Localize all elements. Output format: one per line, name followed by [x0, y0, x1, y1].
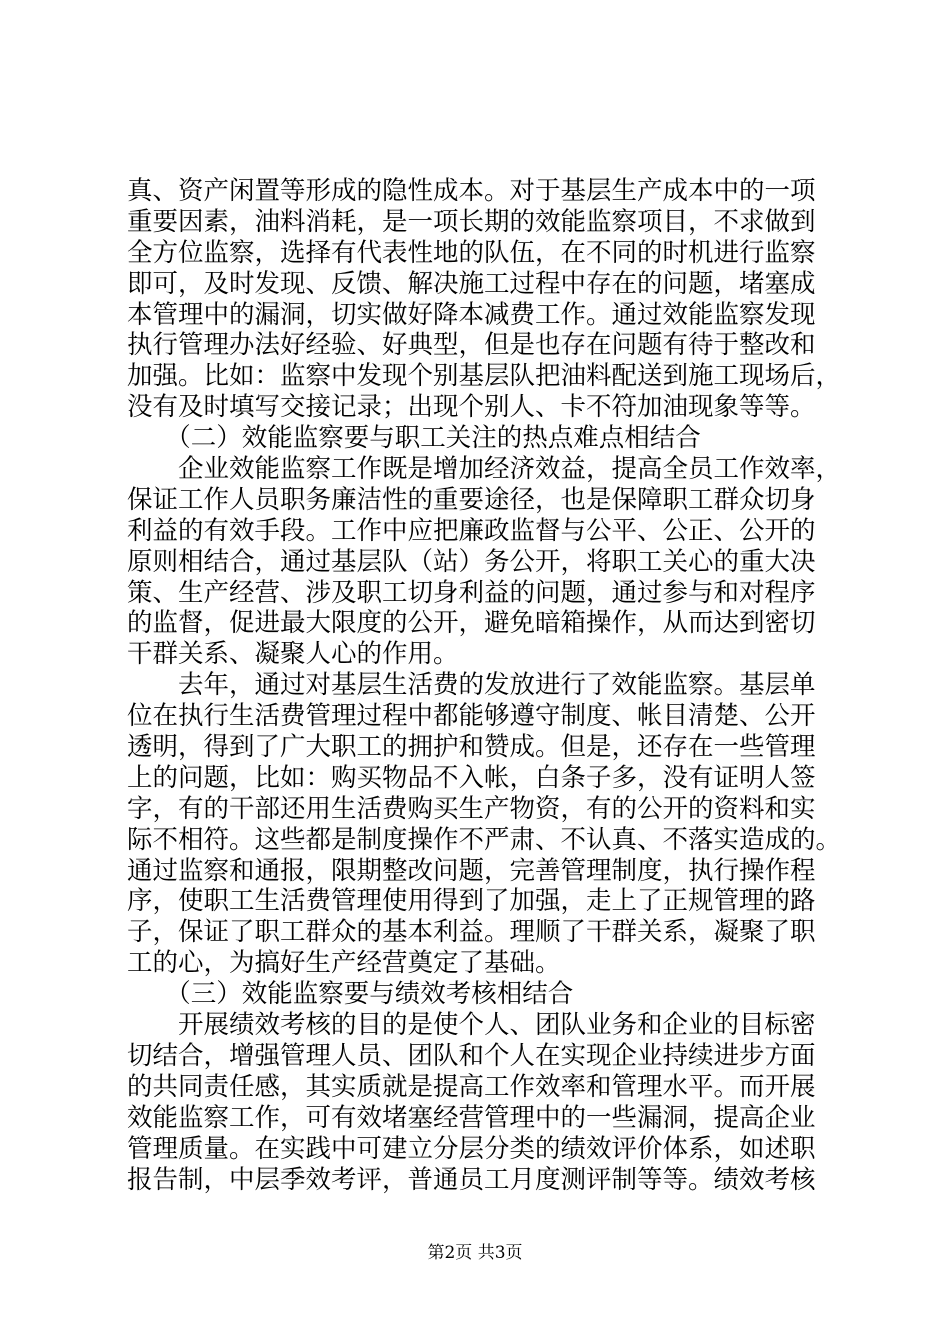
text-line: 没有及时填写交接记录；出现个别人、卡不符加油现象等等。 [127, 392, 816, 423]
text-line: 切结合，增强管理人员、团队和个人在实现企业持续进步方面 [127, 1040, 816, 1071]
text-line: 工的心，为搞好生产经营奠定了基础。 [127, 948, 561, 979]
text-line: 效能监察工作，可有效堵塞经营管理中的一些漏洞，提高企业 [127, 1102, 816, 1133]
text-line: 即可，及时发现、反馈、解决施工过程中存在的问题，堵塞成 [127, 268, 816, 299]
text-line: 干群关系、凝聚人心的作用。 [127, 639, 459, 670]
text-line: 执行管理办法好经验、好典型，但是也存在问题有待于整改和 [127, 330, 816, 361]
text-line: 报告制，中层季效考评，普通员工月度测评制等等。绩效考核 [127, 1164, 816, 1195]
text-line: 管理质量。在实践中可建立分层分类的绩效评价体系，如述职 [127, 1133, 816, 1164]
text-line: 加强。比如：监察中发现个别基层队把油料配送到施工现场后， [127, 361, 842, 392]
text-line: 全方位监察，选择有代表性地的队伍，在不同的时机进行监察 [127, 237, 816, 268]
page-footer [0, 1243, 950, 1263]
text-line: 真、资产闲置等形成的隐性成本。对于基层生产成本中的一项 [127, 176, 816, 206]
text-line: 透明，得到了广大职工的拥护和赞成。但是，还存在一些管理 [127, 732, 816, 763]
text-line: 上的问题，比如：购买物品不入帐，白条子多，没有证明人签 [127, 762, 816, 793]
text-line: 企业效能监察工作既是增加经济效益，提高全员工作效率， [127, 454, 842, 485]
page-number: 第2页 共3页 [427, 1243, 523, 1263]
text-line: 字，有的干部还用生活费购买生产物资，有的公开的资料和实 [127, 793, 816, 824]
text-line: 序，使职工生活费管理使用得到了加强，走上了正规管理的路 [127, 886, 816, 917]
text-line: 策、生产经营、涉及职工切身利益的问题，通过参与和对程序 [127, 577, 816, 608]
text-line: 利益的有效手段。工作中应把廉政监督与公平、公正、公开的 [127, 515, 816, 546]
text-line: 保证工作人员职务廉洁性的重要途径，也是保障职工群众切身 [127, 484, 816, 515]
text-line: 通过监察和通报，限期整改问题，完善管理制度，执行操作程 [127, 855, 816, 886]
text-line: 重要因素，油料消耗，是一项长期的效能监察项目，不求做到 [127, 206, 816, 237]
text-line: 际不相符。这些都是制度操作不严肃、不认真、不落实造成的。 [127, 824, 842, 855]
text-line: 去年，通过对基层生活费的发放进行了效能监察。基层单 [127, 670, 816, 701]
section-heading: （二）效能监察要与职工关注的热点难点相结合 [127, 423, 701, 454]
section-heading: （三）效能监察要与绩效考核相结合 [127, 979, 574, 1010]
text-line: 位在执行生活费管理过程中都能够遵守制度、帐目清楚、公开 [127, 701, 816, 732]
text-line: 的监督，促进最大限度的公开，避免暗箱操作，从而达到密切 [127, 608, 816, 639]
text-line: 原则相结合，通过基层队（站）务公开，将职工关心的重大决 [127, 546, 816, 577]
text-line: 子，保证了职工群众的基本利益。理顺了干群关系，凝聚了职 [127, 917, 816, 948]
body-text [127, 176, 843, 1195]
text-line: 开展绩效考核的目的是使个人、团队业务和企业的目标密 [127, 1010, 816, 1041]
text-line: 的共同责任感，其实质就是提高工作效率和管理水平。而开展 [127, 1071, 816, 1102]
text-line: 本管理中的漏洞，切实做好降本减费工作。通过效能监察发现 [127, 299, 816, 330]
